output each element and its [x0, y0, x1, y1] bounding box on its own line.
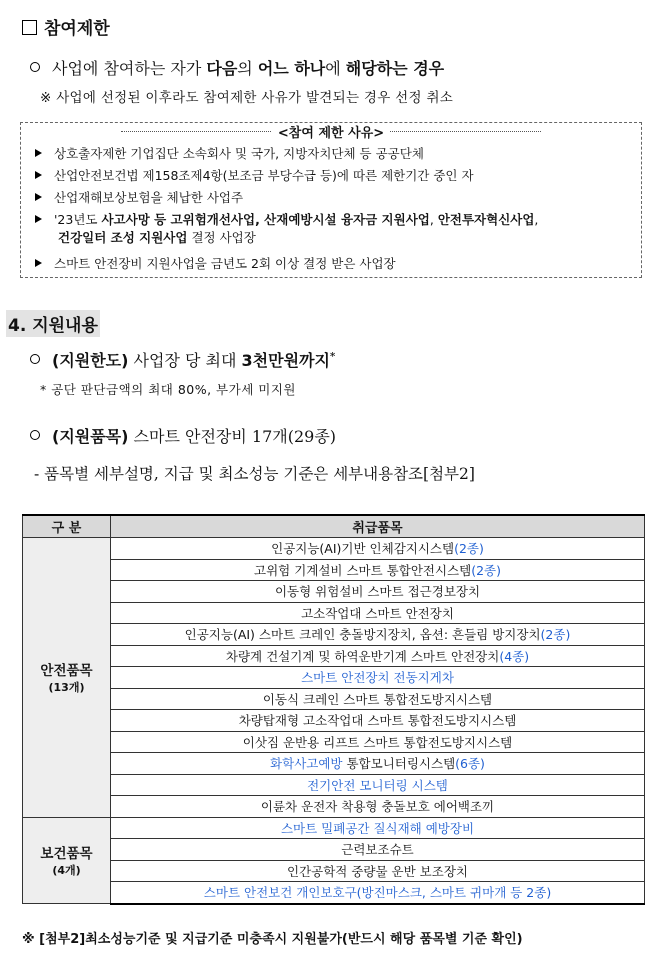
- table-row: [23, 710, 645, 732]
- participation-heading-text: 참여제한: [44, 19, 110, 39]
- item-cell: [111, 731, 645, 753]
- item-cell: [111, 688, 645, 710]
- condition-text-3: 의: [237, 59, 258, 78]
- participation-condition: [30, 56, 444, 79]
- triangle-bullet-icon: [35, 259, 42, 267]
- triangle-bullet-icon: [35, 149, 42, 157]
- item-text: 고위험 기계설비 스마트 통합안전시스템: [254, 562, 472, 578]
- item-cell: [111, 667, 645, 689]
- item-text: 차량계 건설기계 및 하역운반기계 스마트 안전장치: [225, 648, 500, 664]
- item-highlight: 전기안전 모니터링 시스템: [307, 777, 448, 793]
- reason-item: [35, 145, 424, 163]
- item-highlight: 화학사고예방: [270, 756, 343, 772]
- reason4-text-1: '23년도: [54, 212, 102, 227]
- limit-label: (지원한도): [52, 351, 129, 370]
- table-row: [23, 538, 645, 560]
- reason-item: [35, 189, 243, 207]
- item-cell: [111, 624, 645, 646]
- table-row: [23, 753, 645, 775]
- reasons-title: [21, 123, 641, 142]
- items-label: (지원품목): [52, 427, 129, 446]
- table-row: [23, 581, 645, 603]
- condition-text-6: 해당하는 경우: [345, 59, 445, 78]
- reason4-text-2: ,: [429, 212, 438, 227]
- category-cell: [23, 538, 111, 818]
- checkbox-square-icon: [22, 20, 37, 35]
- health-rows: [23, 817, 645, 904]
- table-row: [23, 559, 645, 581]
- support-limit: [30, 348, 335, 371]
- reason-item: [35, 167, 474, 185]
- condition-text-2: 다음: [206, 59, 238, 78]
- item-text: 근력보조슈트: [341, 842, 414, 858]
- circle-bullet-icon: [30, 430, 40, 440]
- limit-star: *: [329, 351, 336, 363]
- reason-text: 산업안전보건법 제158조제4항(보조금 부당수급 등)에 따른 제한기간 중인 자: [54, 168, 474, 183]
- items-table: [22, 514, 645, 905]
- item-highlight: 스마트 안전장치 전동지게차: [301, 670, 454, 686]
- item-highlight: (2종): [454, 541, 484, 557]
- table-row: [23, 882, 645, 904]
- reason-item: [35, 255, 396, 273]
- table-row: [23, 860, 645, 882]
- safety-rows: [23, 538, 645, 818]
- condition-text-4: 어느 하나: [257, 59, 326, 78]
- item-highlight: (4종): [499, 648, 530, 664]
- table-row: [23, 817, 645, 839]
- item-highlight: (6종): [455, 756, 485, 772]
- item-cell: [111, 645, 645, 667]
- condition-text-5: 에: [325, 59, 346, 78]
- item-cell: [111, 710, 645, 732]
- table-row: [23, 667, 645, 689]
- reason-text: 산업재해보상보험을 체납한 사업주: [54, 190, 244, 205]
- limit-text: 사업장 당 최대: [128, 351, 242, 370]
- item-cell: [111, 581, 645, 603]
- item-highlight: 스마트 밀폐공간 질식재해 예방장비: [280, 820, 475, 836]
- limit-note: * 공단 판단금액의 최대 80%, 부가세 미지원: [40, 382, 296, 397]
- item-cell: [111, 538, 645, 560]
- support-items: [30, 424, 336, 447]
- reason4-bold-3: 건강일터 조성 지원사업: [58, 230, 188, 245]
- support-heading: 4. 지원내용: [6, 310, 100, 337]
- item-cell: [111, 559, 645, 581]
- category-count: (13개): [48, 681, 85, 695]
- item-text: 인간공학적 중량물 운반 보조장치: [287, 863, 468, 879]
- category-label: 보건품목: [40, 846, 93, 863]
- cancellation-note: ※ 사업에 선정된 이후라도 참여제한 사유가 발견되는 경우 선정 취소: [40, 90, 454, 106]
- item-cell: [111, 602, 645, 624]
- item-text: 이동형 위험설비 스마트 접근경보장치: [274, 584, 481, 600]
- reason4-text-4: 결정 사업장: [187, 230, 256, 245]
- item-text: 인공지능(AI) 스마트 크레인 충돌방지장치, 옵션: 흔들림 방지장치: [184, 627, 541, 643]
- circle-bullet-icon: [30, 354, 40, 364]
- footer-note: ※ [첨부2]최소성능기준 및 지급기준 미충족시 지원불가(반드시 해당 품목별 기준 확인): [22, 932, 523, 947]
- item-text: 이륜차 운전자 착용형 충돌보호 에어백조끼: [260, 799, 495, 815]
- item-text: 통합모니터링시스템: [342, 756, 456, 772]
- item-text: 이삿짐 운반용 리프트 스마트 통합전도방지시스템: [242, 734, 513, 750]
- triangle-bullet-icon: [35, 171, 42, 179]
- circle-bullet-icon: [30, 62, 40, 72]
- table-row: [23, 688, 645, 710]
- item-cell: [111, 796, 645, 818]
- condition-text-1: 사업에 참여하는 자가: [52, 59, 207, 78]
- table-header-row: [23, 515, 645, 538]
- table-row: [23, 839, 645, 861]
- triangle-bullet-icon: [35, 193, 42, 201]
- participation-heading: [22, 14, 110, 39]
- reason-item: [35, 211, 635, 247]
- reason4-bold-2: 안전투자혁신사업: [437, 212, 535, 227]
- item-highlight: 스마트 안전보건 개인보호구(방진마스크, 스마트 귀마개 등 2종): [203, 885, 552, 901]
- reason4-text-3: ,: [534, 212, 539, 227]
- items-detail: - 품목별 세부설명, 지급 및 최소성능 기준은 세부내용참조[첨부2]: [34, 465, 475, 483]
- triangle-bullet-icon: [35, 215, 42, 223]
- category-cell: [23, 817, 111, 904]
- reason4-bold-1: 사고사망 등 고위험개선사업, 산재예방시설 융자금 지원사업: [101, 212, 430, 227]
- item-cell: [111, 839, 645, 861]
- item-highlight: (2종): [540, 627, 571, 643]
- item-cell: [111, 753, 645, 775]
- item-text: 이동식 크레인 스마트 통합전도방지시스템: [262, 691, 493, 707]
- col-items-header: 취급품목: [111, 515, 645, 538]
- item-highlight: (2종): [471, 562, 501, 578]
- restriction-reasons-box: [20, 122, 642, 278]
- table-row: [23, 602, 645, 624]
- item-cell: [111, 817, 645, 839]
- reason-text: 스마트 안전장비 지원사업을 금년도 2회 이상 결정 받은 사업장: [54, 256, 396, 271]
- category-count: (4개): [52, 864, 81, 878]
- item-text: 차량탑재형 고소작업대 스마트 통합전도방지시스템: [238, 713, 517, 729]
- table-row: [23, 731, 645, 753]
- item-cell: [111, 860, 645, 882]
- item-text: 인공지능(AI)기반 인체감지시스템: [271, 541, 455, 557]
- table-row: [23, 645, 645, 667]
- reasons-title-text: <참여 제한 사유>: [272, 126, 390, 141]
- category-label: 안전품목: [40, 663, 93, 680]
- col-category-header: 구 분: [23, 515, 111, 538]
- item-text: 고소작업대 스마트 안전장치: [301, 605, 454, 621]
- item-cell: [111, 882, 645, 904]
- table-row: [23, 796, 645, 818]
- table-row: [23, 774, 645, 796]
- table-row: [23, 624, 645, 646]
- limit-amount: 3천만원까지: [241, 351, 330, 370]
- reason-text: 상호출자제한 기업집단 소속회사 및 국가, 지방자치단체 등 공공단체: [54, 146, 424, 161]
- item-cell: [111, 774, 645, 796]
- items-text: 스마트 안전장비 17개(29종): [128, 427, 337, 446]
